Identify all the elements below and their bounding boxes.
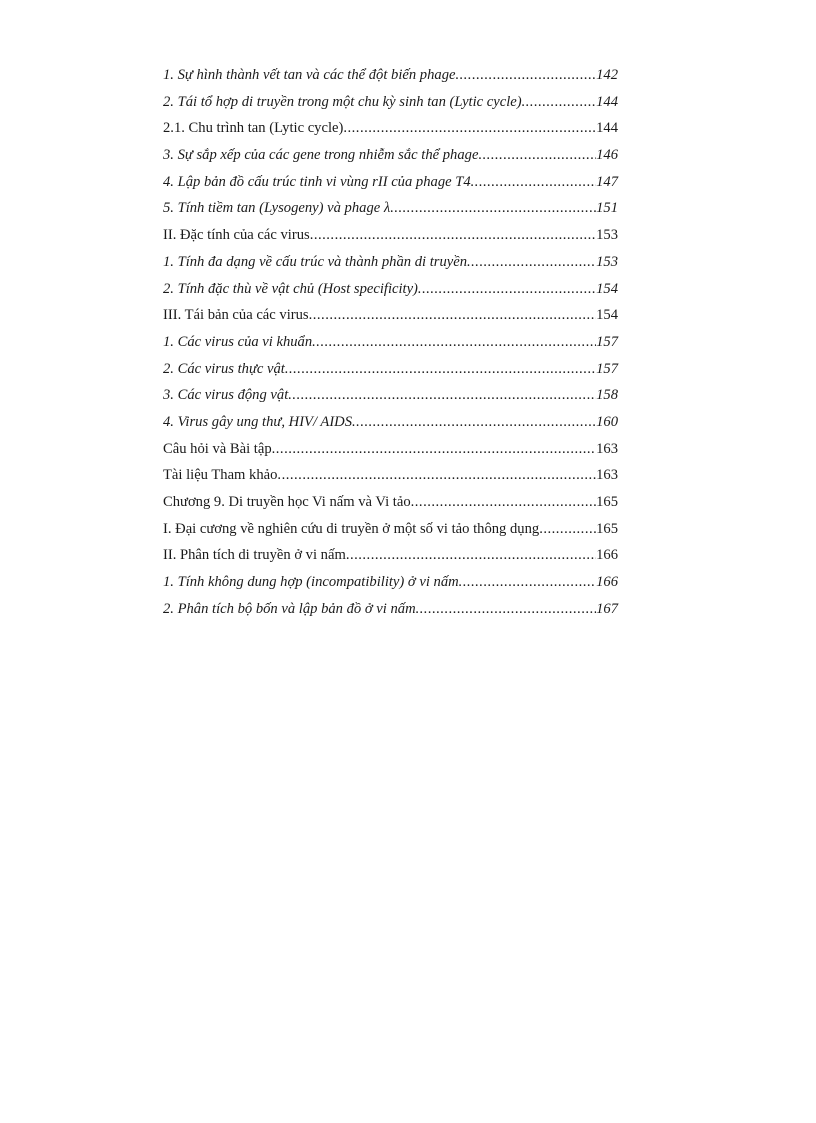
toc-page-number: 144 — [596, 93, 618, 110]
toc-entry[interactable] — [163, 329, 618, 356]
toc-dot-leader — [411, 489, 596, 516]
toc-entry-title: 4. Virus gây ung thư, HIV/ AIDS — [163, 413, 353, 430]
toc-dot-leader — [416, 596, 596, 623]
table-of-contents — [163, 62, 618, 622]
toc-page-number: 165 — [596, 494, 618, 510]
toc-entry[interactable] — [163, 115, 618, 142]
toc-page-number: 142 — [596, 67, 618, 83]
toc-entry[interactable] — [163, 62, 618, 89]
toc-page-number: 163 — [596, 440, 618, 457]
toc-entry-title: 2. Các virus thực vật — [163, 360, 285, 377]
toc-entry-title: 2. Phân tích bộ bốn và lập bản đồ ở vi nấm — [163, 600, 416, 617]
toc-entry-title: 3. Sự sắp xếp của các gene trong nhiễm sắc thể phage — [163, 147, 479, 164]
toc-dot-leader — [390, 195, 596, 222]
toc-entry[interactable] — [163, 356, 618, 383]
toc-dot-leader — [312, 329, 596, 356]
toc-dot-leader — [522, 89, 596, 116]
toc-dot-leader — [346, 542, 596, 569]
toc-entry-title: II. Đặc tính của các virus — [163, 227, 310, 244]
toc-page-number: 163 — [596, 467, 618, 484]
toc-dot-leader — [277, 462, 596, 489]
toc-entry-title: 1. Tính không dung hợp (incompatibility) ở vi nấm — [163, 574, 459, 591]
toc-entry-title: 2. Tính đặc thù về vật chủ (Host specificity) — [163, 280, 418, 297]
toc-dot-leader — [309, 302, 597, 329]
toc-dot-leader — [459, 569, 596, 596]
toc-entry[interactable] — [163, 596, 618, 623]
toc-page-number: 151 — [596, 200, 618, 217]
toc-page-number: 154 — [596, 280, 618, 297]
toc-dot-leader — [455, 62, 596, 89]
toc-entry-title: Chương 9. Di truyền học Vi nấm và Vi tảo — [163, 494, 411, 510]
toc-page-number: 144 — [596, 120, 618, 137]
toc-entry[interactable] — [163, 142, 618, 169]
toc-entry-title: 2.1. Chu trình tan (Lytic cycle) — [163, 120, 344, 137]
toc-dot-leader — [539, 516, 596, 543]
toc-dot-leader — [272, 436, 596, 463]
toc-entry[interactable] — [163, 462, 618, 489]
toc-entry[interactable] — [163, 169, 618, 196]
toc-dot-leader — [310, 222, 596, 249]
toc-page-number: 154 — [596, 307, 618, 324]
toc-entry[interactable] — [163, 195, 618, 222]
toc-entry[interactable] — [163, 436, 618, 463]
toc-entry[interactable] — [163, 409, 618, 436]
toc-page-number: 157 — [596, 333, 618, 350]
toc-entry-title: 1. Sự hình thành vết tan và các thể đột biến phage — [163, 67, 456, 83]
toc-entry-title: I. Đại cương về nghiên cứu di truyền ở một số vi tảo thông dụng — [163, 520, 540, 537]
toc-page-number: 165 — [596, 520, 618, 537]
toc-entry-title: Tài liệu Tham khảo — [163, 467, 278, 484]
toc-entry-title: 3. Các virus động vật — [163, 387, 289, 404]
toc-entry-title: 1. Tính đa dạng về cấu trúc và thành phần di truyền — [163, 253, 467, 270]
toc-page-number: 160 — [596, 413, 618, 430]
toc-entry[interactable] — [163, 89, 618, 116]
toc-page-number: 167 — [596, 600, 618, 617]
toc-entry-title: 2. Tái tổ hợp di truyền trong một chu kỳ sinh tan (Lytic cycle) — [163, 93, 522, 110]
toc-entry[interactable] — [163, 222, 618, 249]
toc-entry[interactable] — [163, 382, 618, 409]
toc-entry-title: III. Tái bản của các virus — [163, 307, 309, 324]
toc-dot-leader — [288, 382, 596, 409]
toc-dot-leader — [478, 142, 596, 169]
toc-dot-leader — [352, 409, 596, 436]
toc-entry[interactable] — [163, 302, 618, 329]
toc-entry[interactable] — [163, 542, 618, 569]
toc-dot-leader — [418, 276, 596, 303]
toc-entry-title: 1. Các virus của vi khuẩn — [163, 333, 313, 350]
toc-entry[interactable] — [163, 569, 618, 596]
toc-dot-leader — [343, 115, 596, 142]
toc-dot-leader — [467, 249, 596, 276]
toc-page-number: 157 — [596, 360, 618, 377]
toc-entry-title: Câu hỏi và Bài tập — [163, 440, 272, 457]
toc-entry[interactable] — [163, 516, 618, 543]
toc-page-number: 166 — [596, 574, 618, 591]
toc-dot-leader — [285, 356, 596, 383]
toc-page-number: 153 — [596, 227, 618, 244]
toc-page-number: 147 — [596, 173, 618, 190]
toc-page-number: 153 — [596, 253, 618, 270]
toc-entry-title: II. Phân tích di truyền ở vi nấm — [163, 547, 346, 564]
toc-page-number: 166 — [596, 547, 618, 564]
toc-dot-leader — [471, 169, 596, 196]
toc-page-number: 158 — [596, 387, 618, 404]
toc-entry[interactable] — [163, 249, 618, 276]
toc-entry-title: 5. Tính tiềm tan (Lysogeny) và phage λ — [163, 200, 391, 217]
toc-entry[interactable] — [163, 276, 618, 303]
toc-entry-title: 4. Lập bản đồ cấu trúc tinh vi vùng rII của phage T4 — [163, 173, 471, 190]
toc-entry[interactable] — [163, 489, 618, 516]
toc-page-number: 146 — [596, 147, 618, 164]
